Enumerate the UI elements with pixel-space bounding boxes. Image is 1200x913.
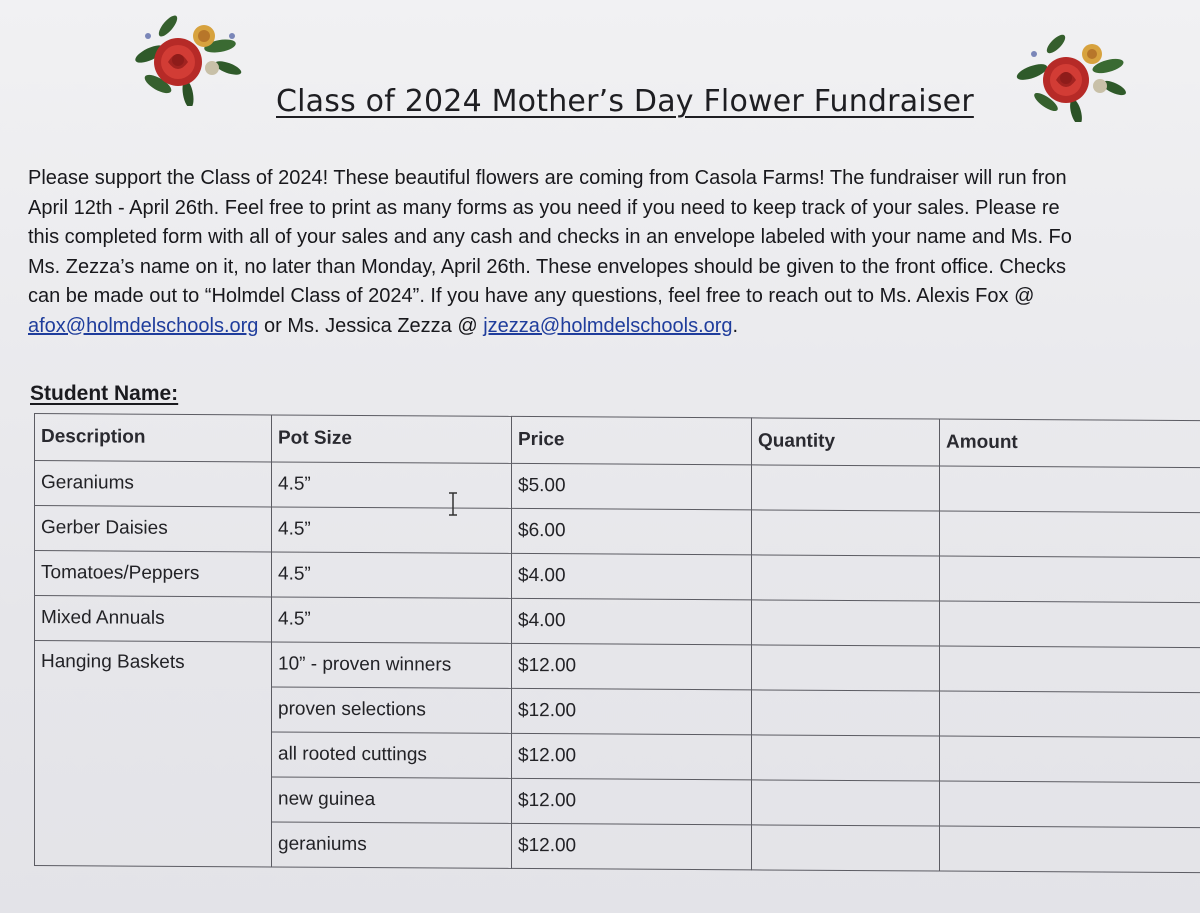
- pot-size-cell: 10” - proven winners: [272, 642, 512, 688]
- header-pot-size: Pot Size: [272, 415, 512, 463]
- table-header-row: [35, 414, 1200, 468]
- amount-cell[interactable]: [940, 826, 1200, 873]
- table-row: [35, 596, 1200, 648]
- amount-cell[interactable]: [940, 556, 1200, 603]
- description-cell-hanging-baskets: Hanging Baskets: [35, 641, 272, 867]
- email-link-zezza[interactable]: jzezza@holmdelschools.org: [483, 314, 733, 337]
- amount-cell[interactable]: [940, 691, 1200, 738]
- pot-size-cell: all rooted cuttings: [272, 732, 512, 778]
- price-cell: $5.00: [512, 463, 752, 509]
- price-cell: $12.00: [512, 823, 752, 869]
- header-price: Price: [512, 416, 752, 464]
- price-cell: $12.00: [512, 643, 752, 689]
- description-cell: Geraniums: [35, 461, 272, 507]
- description-cell: Gerber Daisies: [35, 506, 272, 552]
- pot-size-cell: 4.5”: [272, 552, 512, 598]
- rose-bouquet-icon: [1012, 22, 1132, 122]
- quantity-cell[interactable]: [752, 510, 940, 556]
- table-row: [35, 551, 1200, 603]
- header-quantity: Quantity: [752, 418, 940, 466]
- header-description: Description: [35, 414, 272, 462]
- pot-size-cell: 4.5”: [272, 507, 512, 553]
- rose-bouquet-icon: [128, 6, 248, 106]
- table-row: [35, 641, 1200, 693]
- price-cell: $6.00: [512, 508, 752, 554]
- description-cell: Mixed Annuals: [35, 596, 272, 642]
- quantity-cell[interactable]: [752, 600, 940, 646]
- pot-size-cell: proven selections: [272, 687, 512, 733]
- amount-cell[interactable]: [940, 646, 1200, 693]
- amount-cell[interactable]: [940, 511, 1200, 558]
- table-row: [35, 461, 1200, 513]
- intro-line: Please support the Class of 2024! These beautiful flowers are coming from Casola Farms! The fundraiser will run fron: [28, 167, 1067, 189]
- quantity-cell[interactable]: [752, 690, 940, 736]
- pot-size-cell: new guinea: [272, 777, 512, 823]
- contact-end-text: .: [732, 314, 739, 337]
- intro-paragraph: [28, 164, 1200, 341]
- quantity-cell[interactable]: [752, 465, 940, 511]
- pot-size-cell: geraniums: [272, 822, 512, 868]
- amount-cell[interactable]: [940, 781, 1200, 828]
- email-link-fox[interactable]: afox@holmdelschools.org: [28, 314, 259, 337]
- price-cell: $12.00: [512, 688, 752, 734]
- price-cell: $4.00: [512, 598, 752, 644]
- price-cell: $12.00: [512, 733, 752, 779]
- amount-cell[interactable]: [940, 466, 1200, 513]
- quantity-cell[interactable]: [752, 555, 940, 601]
- student-name-label: Student Name:: [30, 382, 179, 405]
- intro-line-contacts: [28, 312, 1200, 342]
- intro-line: Ms. Zezza’s name on it, no later than Monday, April 26th. These envelopes should be given to the front office. Checks: [28, 255, 1067, 278]
- order-form-table: [34, 413, 1200, 873]
- amount-cell[interactable]: [940, 736, 1200, 783]
- intro-line: this completed form with all of your sales and any cash and checks in an envelope labeled with your name and Ms. Fo: [28, 226, 1072, 248]
- quantity-cell[interactable]: [752, 735, 940, 781]
- pot-size-cell: 4.5”: [272, 597, 512, 643]
- price-cell: $4.00: [512, 553, 752, 599]
- amount-cell[interactable]: [940, 601, 1200, 648]
- intro-line: April 12th - April 26th. Feel free to print as many forms as you need if you need to keep track of your sales. Please re: [28, 196, 1060, 219]
- quantity-cell[interactable]: [752, 780, 940, 826]
- price-cell: $12.00: [512, 778, 752, 824]
- table-row: [35, 506, 1200, 558]
- quantity-cell[interactable]: [752, 825, 940, 871]
- text-cursor-icon: [446, 492, 460, 516]
- description-cell: Tomatoes/Peppers: [35, 551, 272, 597]
- document-title: Class of 2024 Mother’s Day Flower Fundraiser: [276, 84, 974, 119]
- pot-size-cell: 4.5”: [272, 462, 512, 508]
- intro-line: can be made out to “Holmdel Class of 2024”. If you have any questions, feel free to reach out to Ms. Alexis Fox @: [28, 285, 1035, 307]
- header-amount: Amount: [940, 419, 1200, 468]
- quantity-cell[interactable]: [752, 645, 940, 691]
- contact-joiner-text: or Ms. Jessica Zezza @: [258, 314, 484, 337]
